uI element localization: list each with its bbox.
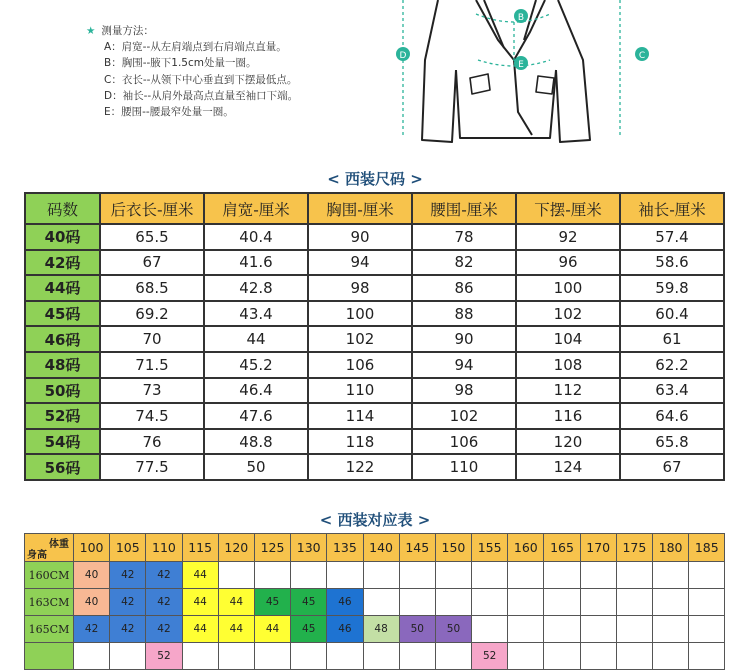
- size-code-cell: 42: [146, 562, 182, 589]
- corner-cell: [25, 534, 74, 562]
- table-cell: 110: [308, 378, 412, 404]
- size-cell: 45码: [25, 301, 100, 327]
- size-code-cell: [689, 562, 725, 589]
- svg-text:E: E: [518, 60, 524, 70]
- table-cell: 110: [412, 454, 516, 480]
- size-code-cell: [580, 589, 616, 616]
- size-code-cell: 50: [399, 616, 435, 643]
- table-cell: 116: [516, 403, 620, 429]
- star-icon: ★: [86, 25, 96, 37]
- weight-header: 105: [110, 534, 146, 562]
- table-cell: 118: [308, 429, 412, 455]
- size-code-cell: 45: [254, 589, 290, 616]
- table-cell: 104: [516, 326, 620, 352]
- size-table: [24, 192, 725, 481]
- table-cell: 61: [620, 326, 724, 352]
- height-cell: 160CM: [25, 562, 74, 589]
- size-code-cell: 44: [218, 589, 254, 616]
- header-waist: 腰围-厘米: [412, 193, 516, 224]
- table-row: [25, 326, 724, 352]
- size-code-cell: [327, 562, 363, 589]
- size-code-cell: 45: [291, 616, 327, 643]
- size-code-cell: 42: [146, 616, 182, 643]
- table-row: [25, 301, 724, 327]
- size-code-cell: [508, 616, 544, 643]
- table-cell: 100: [308, 301, 412, 327]
- table-cell: 64.6: [620, 403, 724, 429]
- table-row: [25, 250, 724, 276]
- size-code-cell: [254, 562, 290, 589]
- header-back-length: 后衣长-厘米: [100, 193, 204, 224]
- weight-header: 170: [580, 534, 616, 562]
- weight-header: 150: [435, 534, 471, 562]
- size-code-cell: [544, 589, 580, 616]
- table-cell: 108: [516, 352, 620, 378]
- label-b: [514, 9, 528, 23]
- table-cell: 59.8: [620, 275, 724, 301]
- table-cell: 60.4: [620, 301, 724, 327]
- size-code-cell: 46: [327, 616, 363, 643]
- table-cell: 67: [620, 454, 724, 480]
- size-cell: 40码: [25, 224, 100, 250]
- note-shoulder: A：肩宽--从左肩端点到右肩端点直量。: [104, 41, 287, 54]
- table-row: [25, 224, 724, 250]
- table-cell: 68.5: [100, 275, 204, 301]
- weight-header: 155: [472, 534, 508, 562]
- size-cell: 56码: [25, 454, 100, 480]
- size-code-cell: 40: [74, 589, 110, 616]
- size-code-cell: [472, 562, 508, 589]
- table-cell: 100: [516, 275, 620, 301]
- table-cell: 40.4: [204, 224, 308, 250]
- size-code-cell: [435, 643, 471, 670]
- size-code-cell: [472, 616, 508, 643]
- size-code-cell: 42: [110, 589, 146, 616]
- size-code-cell: [689, 643, 725, 670]
- size-code-cell: 48: [363, 616, 399, 643]
- table-cell: 45.2: [204, 352, 308, 378]
- table-cell: 78: [412, 224, 516, 250]
- header-hem: 下摆-厘米: [516, 193, 620, 224]
- table-row: [25, 643, 725, 670]
- label-e: [514, 56, 528, 70]
- table-cell: 88: [412, 301, 516, 327]
- height-cell: [25, 643, 74, 670]
- size-code-cell: [399, 562, 435, 589]
- size-code-cell: [508, 562, 544, 589]
- table-cell: 124: [516, 454, 620, 480]
- size-code-cell: 42: [74, 616, 110, 643]
- correspondence-table: [24, 533, 725, 670]
- size-code-cell: [363, 643, 399, 670]
- table-row: [25, 562, 725, 589]
- size-cell: 50码: [25, 378, 100, 404]
- weight-header: 165: [544, 534, 580, 562]
- table-row: [25, 403, 724, 429]
- table-cell: 92: [516, 224, 620, 250]
- svg-text:C: C: [638, 51, 646, 61]
- size-code-cell: [399, 643, 435, 670]
- table-cell: 50: [204, 454, 308, 480]
- size-code-cell: [110, 643, 146, 670]
- size-code-cell: [616, 616, 652, 643]
- weight-header: 100: [74, 534, 110, 562]
- table-cell: 112: [516, 378, 620, 404]
- table-row: [25, 352, 724, 378]
- size-table-header: [25, 193, 724, 224]
- size-code-cell: [616, 562, 652, 589]
- table-cell: 106: [412, 429, 516, 455]
- label-d: [396, 47, 410, 61]
- size-code-cell: [435, 589, 471, 616]
- table-cell: 67: [100, 250, 204, 276]
- table-cell: 44: [204, 326, 308, 352]
- table-cell: 120: [516, 429, 620, 455]
- header-chest: 胸围-厘米: [308, 193, 412, 224]
- table-cell: 77.5: [100, 454, 204, 480]
- size-code-cell: [544, 562, 580, 589]
- size-code-cell: [653, 643, 689, 670]
- measurement-title: 测量方法：: [101, 25, 154, 37]
- table-row: [25, 616, 725, 643]
- size-code-cell: [218, 643, 254, 670]
- table-cell: 86: [412, 275, 516, 301]
- size-code-cell: [616, 643, 652, 670]
- size-cell: 48码: [25, 352, 100, 378]
- size-code-cell: [580, 643, 616, 670]
- svg-text:D: D: [399, 51, 407, 61]
- size-code-cell: [580, 616, 616, 643]
- size-code-cell: 42: [110, 562, 146, 589]
- svg-text:B: B: [517, 13, 525, 23]
- table-cell: 41.6: [204, 250, 308, 276]
- weight-header: 140: [363, 534, 399, 562]
- size-cell: 46码: [25, 326, 100, 352]
- table-cell: 57.4: [620, 224, 724, 250]
- table-cell: 90: [308, 224, 412, 250]
- table-cell: 102: [412, 403, 516, 429]
- table-cell: 96: [516, 250, 620, 276]
- table-cell: 58.6: [620, 250, 724, 276]
- size-code-cell: 44: [182, 616, 218, 643]
- size-code-cell: 42: [146, 589, 182, 616]
- height-cell: 163CM: [25, 589, 74, 616]
- note-chest: B：胸围--腋下1.5cm处量一圈。: [104, 57, 257, 70]
- measurement-notes: [86, 23, 298, 120]
- size-code-cell: 50: [435, 616, 471, 643]
- table-cell: 65.8: [620, 429, 724, 455]
- jacket-outline: [422, 0, 456, 142]
- size-code-cell: [327, 643, 363, 670]
- corner-height-label: 身高: [27, 550, 47, 561]
- height-cell: 165CM: [25, 616, 74, 643]
- table-cell: 46.4: [204, 378, 308, 404]
- size-code-cell: [363, 562, 399, 589]
- size-code-cell: [218, 562, 254, 589]
- table-row: [25, 429, 724, 455]
- weight-header: 120: [218, 534, 254, 562]
- size-code-cell: 42: [110, 616, 146, 643]
- size-code-cell: [254, 643, 290, 670]
- weight-header: 110: [146, 534, 182, 562]
- weight-header: 180: [653, 534, 689, 562]
- header-size: 码数: [25, 193, 100, 224]
- size-code-cell: [508, 643, 544, 670]
- table-cell: 74.5: [100, 403, 204, 429]
- size-code-cell: 44: [182, 562, 218, 589]
- weight-header: 125: [254, 534, 290, 562]
- size-code-cell: [653, 616, 689, 643]
- size-table-title: < 西装尺码 >: [327, 170, 423, 188]
- size-code-cell: [653, 589, 689, 616]
- size-code-cell: [616, 589, 652, 616]
- size-code-cell: 45: [291, 589, 327, 616]
- table-cell: 69.2: [100, 301, 204, 327]
- table-cell: 76: [100, 429, 204, 455]
- table-cell: 47.6: [204, 403, 308, 429]
- table-cell: 70: [100, 326, 204, 352]
- size-code-cell: [363, 589, 399, 616]
- table-row: [25, 589, 725, 616]
- table-cell: 63.4: [620, 378, 724, 404]
- table-cell: 98: [308, 275, 412, 301]
- header-sleeve: 袖长-厘米: [620, 193, 724, 224]
- size-code-cell: 44: [254, 616, 290, 643]
- size-code-cell: [653, 562, 689, 589]
- size-code-cell: 46: [327, 589, 363, 616]
- note-sleeve: D：袖长--从肩外最高点直量至袖口下端。: [104, 89, 299, 102]
- size-code-cell: [508, 589, 544, 616]
- table-cell: 90: [412, 326, 516, 352]
- table-cell: 122: [308, 454, 412, 480]
- table-cell: 106: [308, 352, 412, 378]
- table-cell: 114: [308, 403, 412, 429]
- weight-header: 175: [616, 534, 652, 562]
- size-code-cell: [544, 643, 580, 670]
- corr-table-header: [25, 534, 725, 562]
- size-code-cell: 52: [472, 643, 508, 670]
- weight-header: 160: [508, 534, 544, 562]
- table-cell: 48.8: [204, 429, 308, 455]
- weight-header: 115: [182, 534, 218, 562]
- table-cell: 73: [100, 378, 204, 404]
- size-code-cell: 40: [74, 562, 110, 589]
- weight-header: 185: [689, 534, 725, 562]
- size-code-cell: [580, 562, 616, 589]
- table-cell: 94: [308, 250, 412, 276]
- size-code-cell: [399, 589, 435, 616]
- size-code-cell: [182, 643, 218, 670]
- size-cell: 52码: [25, 403, 100, 429]
- size-code-cell: 44: [218, 616, 254, 643]
- jacket-diagram: [380, 0, 680, 150]
- size-code-cell: [472, 589, 508, 616]
- table-row: [25, 454, 724, 480]
- weight-header: 145: [399, 534, 435, 562]
- table-cell: 82: [412, 250, 516, 276]
- table-cell: 98: [412, 378, 516, 404]
- size-cell: 44码: [25, 275, 100, 301]
- size-code-cell: [689, 616, 725, 643]
- header-shoulder: 肩宽-厘米: [204, 193, 308, 224]
- size-code-cell: 44: [182, 589, 218, 616]
- size-code-cell: 52: [146, 643, 182, 670]
- corr-table-title: < 西装对应表 >: [319, 511, 431, 529]
- table-cell: 65.5: [100, 224, 204, 250]
- table-cell: 94: [412, 352, 516, 378]
- table-cell: 102: [516, 301, 620, 327]
- table-cell: 43.4: [204, 301, 308, 327]
- size-cell: 54码: [25, 429, 100, 455]
- size-code-cell: [689, 589, 725, 616]
- size-code-cell: [291, 643, 327, 670]
- table-row: [25, 378, 724, 404]
- size-cell: 42码: [25, 250, 100, 276]
- note-waist: E：腰围--腰最窄处量一圈。: [104, 106, 234, 119]
- table-cell: 71.5: [100, 352, 204, 378]
- corner-weight-label: 体重: [49, 539, 69, 550]
- size-code-cell: [74, 643, 110, 670]
- size-code-cell: [291, 562, 327, 589]
- note-length: C：衣长--从领下中心垂直到下摆最低点。: [104, 73, 298, 86]
- table-row: [25, 275, 724, 301]
- weight-header: 130: [291, 534, 327, 562]
- weight-header: 135: [327, 534, 363, 562]
- table-cell: 62.2: [620, 352, 724, 378]
- label-c: [635, 47, 649, 61]
- size-code-cell: [435, 562, 471, 589]
- table-cell: 42.8: [204, 275, 308, 301]
- size-code-cell: [544, 616, 580, 643]
- table-cell: 102: [308, 326, 412, 352]
